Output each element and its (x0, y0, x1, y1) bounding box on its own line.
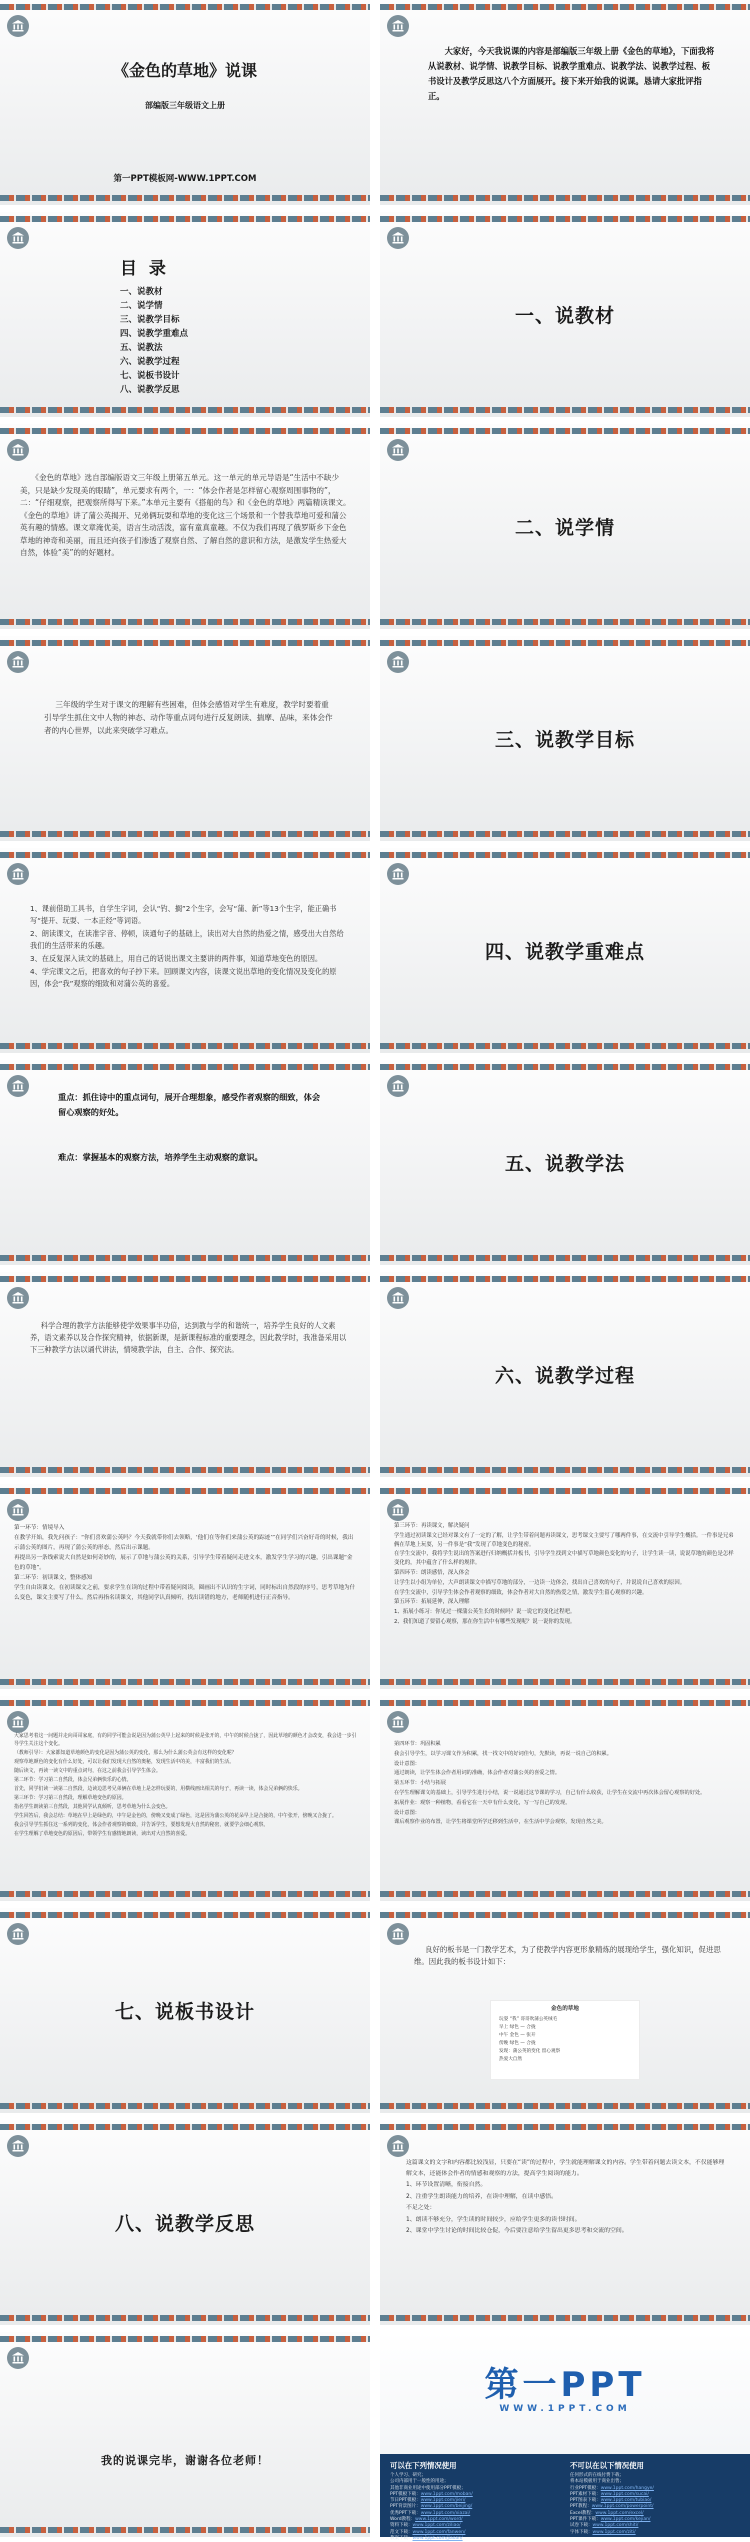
board-line: 傍晚 绿色 — 合拢 (499, 2041, 536, 2046)
objective-item: 3、在反复深入读文的基础上，用自己的话说出课文主要讲的两件事，知道草地变色的原因。 (30, 954, 323, 963)
bank-building-icon (7, 651, 29, 673)
usage-heading: 可以在下列情况使用 (390, 2461, 457, 2470)
reflection-line: 1、环节设置清晰，衔接自然。 (406, 2182, 487, 2188)
reflection-text (406, 2158, 730, 2238)
usage-panel (380, 2454, 750, 2541)
usage-line: 将本站模板用于商业出售； (570, 2479, 624, 2485)
closing-message: 我的说课完毕，谢谢各位老师！ (101, 2453, 269, 2467)
slide-23 (0, 2332, 370, 2537)
board-line: 热爱大自然 (499, 2057, 522, 2062)
toc-heading: 目 录 (120, 259, 169, 279)
process-line: 设计意图： (394, 1760, 420, 1767)
resource-label: PPT课件下载： (570, 2517, 601, 2523)
process-part-3 (14, 1732, 358, 1839)
slide-19 (0, 1908, 370, 2113)
slide-9 (0, 848, 370, 1053)
resource-link[interactable]: www.1ppt.com/hangye/ (600, 2485, 654, 2491)
usage-line: 个人学习、研究； (390, 2473, 426, 2478)
resource-link[interactable]: www.1ppt.com/fanwen/ (412, 2529, 466, 2535)
resource-link[interactable]: www.1ppt.com/ziliao/ (412, 2523, 461, 2529)
top-stripe (0, 2336, 370, 2342)
slide-8 (380, 636, 750, 841)
toc-item[interactable]: 八、说教学反思 (120, 385, 180, 395)
bank-building-icon (7, 439, 29, 461)
slide-14 (380, 1272, 750, 1477)
board-line: 中午 金色 — 张开 (499, 2033, 536, 2038)
process-line: 第五环节：小结与拓展 (394, 1780, 446, 1787)
toc-item[interactable]: 五、说教法 (120, 343, 163, 353)
bottom-stripe (380, 1891, 750, 1897)
process-part-2 (394, 1522, 738, 1628)
bottom-stripe (0, 1255, 370, 1261)
resource-label: PPT背景图片： (390, 2504, 421, 2510)
bank-building-icon (387, 1923, 409, 1945)
brand-url[interactable]: WWW.1PPT.COM (499, 2404, 631, 2414)
bottom-stripe (380, 2315, 750, 2321)
toc-item[interactable]: 一、说教材 (120, 287, 163, 297)
slide-7 (0, 636, 370, 841)
objective-item: 2、朗读课文，在读准字音、停顿，读通句子的基础上，读出对大自然的热爱之情，感受出大自然给我们的生活带来的乐趣。 (30, 929, 344, 950)
slide-24 (380, 2332, 750, 2541)
brand-logo[interactable]: 第一PPT (484, 2365, 646, 2405)
process-line: 第二环节：初读课文，整体感知 (14, 1575, 93, 1582)
process-line: 拓展作业：观察一种植物，看看它在一天中有什么变化，写一写自己的发现。 (394, 1799, 571, 1806)
slide-17 (0, 1696, 370, 1901)
resource-link[interactable]: www.1ppt.com/shiti/ (592, 2523, 639, 2529)
resource-label: Excel教程： (570, 2510, 596, 2516)
resource-label: PPT图表下载： (570, 2498, 601, 2504)
objective-item: 4、学完课文之后，把喜欢的句子抄下来。回顾课文内容，读课文说出草地的变化情况及变化的原因，体会“我”观察的细致和对蒲公英的喜爱。 (30, 967, 337, 988)
board-line: 玩耍 “我” 哥哥吹蒲公英绒毛 (499, 2017, 558, 2022)
process-line: 在学生交流中，我将学生说出的答案进行归纳概括并板书，引导学生找到文中描写草地颜色变化的句子，让学生读一读，说说草地的颜色是怎样变化的，其中蕴含了什么样的规律。 (394, 1551, 734, 1567)
bottom-stripe (0, 619, 370, 625)
resource-link[interactable]: www.1ppt.com/jiaoan/ (412, 2535, 463, 2541)
bank-building-icon (7, 863, 29, 885)
bottom-stripe (380, 1679, 750, 1685)
slide-1 (0, 0, 370, 205)
bank-building-icon (7, 227, 29, 249)
bank-building-icon (7, 1499, 29, 1521)
board-design-diagram (490, 2000, 640, 2080)
slide-title: 《金色的草地》说课 (112, 61, 257, 80)
bottom-stripe (0, 195, 370, 201)
bank-building-icon (7, 1075, 29, 1097)
board-title: 金色的草地 (551, 2006, 579, 2012)
resource-link[interactable]: www.1ppt.com/beijing/ (420, 2504, 473, 2510)
bank-building-icon (7, 2347, 29, 2369)
slide-2 (380, 0, 750, 205)
top-stripe (380, 4, 750, 10)
top-stripe (380, 1700, 750, 1706)
process-line: 在学生交流中，引导学生体会作者观察的细致，体会作者对大自然的热爱之情，激发学生留心观察的兴趣。 (394, 1589, 648, 1596)
bottom-stripe (0, 407, 370, 413)
resource-label: PPT教程： (570, 2504, 592, 2510)
objective-item: 1、课前借助工具书，自学生字词，会认“钓、搁”2个生字，会写“蒲、新”等13个生字，能正确书写“提开、玩耍、一本正经”等词语。 (30, 904, 337, 925)
process-part-4 (394, 1740, 738, 1828)
bottom-stripe (0, 1891, 370, 1897)
slide-22 (380, 2120, 750, 2325)
toc-item[interactable]: 六、说教学过程 (120, 357, 180, 367)
process-line: 课后观察作业的布置，让学生将课堂所学迁移到生活中，在生活中学会观察，发现自然之美。 (394, 1819, 607, 1826)
bank-building-icon (7, 1711, 29, 1733)
top-stripe (0, 1700, 370, 1706)
top-stripe (0, 1064, 370, 1070)
process-line: 第四环节：朗读感悟，深入体会 (394, 1569, 470, 1576)
reflection-line: 2、注重学生朗读能力的培养，在读中理解，在读中感悟。 (406, 2193, 558, 2200)
reflection-line: 不足之处： (406, 2205, 436, 2211)
resource-label: PPT素材下载： (570, 2491, 601, 2497)
resource-link[interactable]: www.1ppt.com/jieri/ (420, 2498, 466, 2504)
resource-label: 行业PPT模板： (570, 2485, 601, 2491)
board-design-intro: 良好的板书是一门教学艺术，为了使教学内容更形象精炼的展现给学生，强化知识，促进思维。因此我的板书设计如下： (414, 1945, 721, 1966)
top-stripe (380, 1488, 750, 1494)
process-line: 指名学生朗读第三自然段，其他同学认真倾听，思考草地为什么会变色。 (14, 1804, 171, 1810)
process-line: 第四环节：巩固积累 (394, 1741, 441, 1747)
section-title: 二、说学情 (514, 517, 615, 539)
usage-line: 任何形式的在线付费下载； (570, 2473, 624, 2478)
process-line: 设计意图： (394, 1809, 420, 1816)
resource-link[interactable]: www.1ppt.com/excel/ (595, 2510, 644, 2516)
bottom-stripe (0, 1043, 370, 1049)
resource-link-row (570, 2530, 745, 2536)
top-stripe (0, 1276, 370, 1282)
section-title: 七、说板书设计 (114, 2001, 255, 2023)
top-stripe (0, 428, 370, 434)
process-line: 在教学开始，我先问孩子：“你们喜欢蒲公英吗？今天我就带你们去领略，‘他们在等你们来蒲公英的踪迹’”在同学们兴奋好奇的时候，我出示蒲公英的图片，再现了蒲公英的形态，然后出示课题。 (14, 1535, 354, 1551)
process-line: 再提出另一条线索说大自然是如何奇妙的，展示了草地与蒲公英的关系，引导学生带着疑问走进文本，激发学生学习的兴趣，引出课题“金色的草地”。 (14, 1555, 353, 1571)
top-stripe (0, 216, 370, 222)
resource-label: PPT模板下载： (390, 2491, 421, 2497)
process-line: 大家思考着这一问题并走向哥哥家庭，有的同学可能会说是因为蒲公英早上起来的时候是张开的，中午的时候合拢了，因此草地的颜色才会改变，我会进一步引导学生关注这个变化。 (14, 1733, 357, 1747)
bank-building-icon (387, 15, 409, 37)
resource-link[interactable]: www.1ppt.com/word/ (415, 2517, 463, 2523)
bottom-stripe (0, 1679, 370, 1685)
slide-20 (380, 1908, 750, 2113)
board-line: 发现：蒲公英的变化 留心观察 (499, 2049, 561, 2054)
objectives-list (30, 903, 348, 991)
slide-6 (380, 424, 750, 629)
resource-label: 优秀PPT下载： (390, 2510, 421, 2516)
process-line: （教师引导）：大家都知道草地颜色的变化是因为蒲公英的变化，那么为什么蒲公英会有这样的变化呢？ (14, 1750, 237, 1756)
process-line: 我会引导学生，以学习课文作为积累，找一找文中的好词佳句，先默读，再说一说自己的积累。 (394, 1750, 612, 1757)
section-title: 三、说教学目标 (494, 729, 635, 751)
section-title: 八、说教学反思 (114, 2213, 255, 2235)
resource-label: 教案下载： (390, 2535, 413, 2541)
process-line: 第三环节：学习第三自然段，理解草地变色的原因。 (14, 1795, 127, 1801)
process-line: 第五环节：拓展延伸，深入理解 (394, 1599, 470, 1606)
bank-building-icon (7, 1287, 29, 1309)
toc-item[interactable]: 二、说学情 (120, 301, 163, 311)
process-line: 让学生以小组为单位，大声朗读课文中描写草地的部分，一边读一边体会，找出自己喜欢的句子，并说说自己喜欢的原因。 (394, 1579, 686, 1586)
bank-building-icon (387, 1499, 409, 1521)
section-title: 六、说教学过程 (494, 1365, 635, 1387)
process-line: 随后读文，再读一读文中的重点词句，在这之前我会引导学生体会。 (14, 1768, 161, 1774)
process-line: 首先，同学们读一读第二自然段，边读边思考兄弟俩在草地上是怎样玩耍的，用横线画出相关的句子，再读一读，体会兄弟俩的快乐。 (14, 1786, 303, 1792)
board-line: 早上 绿色 — 合拢 (499, 2025, 536, 2030)
bottom-stripe (0, 831, 370, 837)
bank-building-icon (387, 2135, 409, 2157)
usage-forbidden-column (570, 2460, 745, 2536)
resource-link-row (390, 2536, 565, 2542)
top-stripe (0, 4, 370, 10)
slide-16 (380, 1484, 750, 1689)
slide-18 (380, 1696, 750, 1901)
resource-label: 范文下载： (390, 2529, 413, 2535)
section-title: 一、说教材 (514, 305, 615, 327)
brand-text: 第一PPT模板网-WWW.1PPT.COM (113, 174, 257, 184)
resource-link[interactable]: www.1ppt.com/xiazai/ (420, 2510, 471, 2516)
resource-link[interactable]: www.1ppt.com/tubiao/ (600, 2498, 652, 2504)
slide-11 (0, 1060, 370, 1265)
bottom-stripe (0, 1467, 370, 1473)
resource-link[interactable]: www.1ppt.com/kejian/ (600, 2517, 651, 2523)
slide-10 (380, 848, 750, 1053)
resource-link[interactable]: www.1ppt.com/moban/ (420, 2491, 473, 2497)
section-title: 五、说教学法 (504, 1153, 625, 1175)
reflection-line: 2、课堂中学生讨论的时间比较仓促，今后要注意给学生留出更多思考和交流的空间。 (406, 2228, 628, 2234)
difficulty-text: 难点：掌握基本的观察方法，培养学生主动观察的意识。 (58, 1152, 263, 1162)
resource-label: 资料下载： (390, 2523, 413, 2529)
process-line: 1、拓展小练习：你见过一棵蒲公英生长的时候吗？说一说它的变化过程吧。 (394, 1609, 576, 1616)
learner-analysis-paragraph: 三年级的学生对于课文的理解有些困难，但体会感悟对学生有难度，教学时要着重引导学生抓住文中人物的神态、动作等重点词句进行反复朗读、揣摩、品味，来体会作者的内心世界，以此来突破学习难点。 (44, 700, 333, 735)
resource-label: Word教程： (390, 2517, 416, 2523)
toc-item[interactable]: 三、说教学目标 (120, 315, 180, 325)
process-line: 学生自由读课文，在初读课文之前，要求学生在读的过程中带着疑问阅读，圈画出不认识的生字词，同时标出自然段的序号，思考草地为什么变色，课文主要写了什么。然后再指名读课文，其他同学认真倾听，找出读错的地方，老师随机进行正音指导。 (14, 1585, 356, 1601)
process-line: 2、我们知道了要留心观察，那在你生活中有哪些发现呢？说一说你的发现。 (394, 1618, 576, 1625)
slide-13 (0, 1272, 370, 1477)
process-line: 我会引导学生抓住这一系列的变化，体会作者观察的细致，并告诉学生，要想发现大自然的秘密，就要学会细心观察。 (14, 1822, 269, 1828)
process-part-1 (14, 1524, 358, 1604)
process-line: 学生回答后，我会总结：草地在早上是绿色的，中午是金色的，傍晚又变成了绿色，这是因为蒲公英的花朵早上是合拢的，中午张开，傍晚又合拢了。 (14, 1813, 337, 1819)
process-line: 在学生理解了草地变色的原因后，带领学生有感情地朗读，读出对大自然的喜爱。 (14, 1831, 191, 1837)
reflection-line: 1、朗读不够充分，学生读的时间较少，应给学生更多的读书时间。 (406, 2216, 581, 2223)
reflection-line: 这篇课文的文字和内容都比较浅显，只要在“读”的过程中，学生就能理解课文的内容。学生带着问题去读文本，不仅能够理解文本，还能体会作者的情感和观察的方法，提高学生阅读的能力。 (406, 2160, 725, 2177)
usage-line: 公司内部用于一般性的用途； (390, 2479, 449, 2485)
resource-link[interactable]: www.1ppt.com/sucai/ (600, 2491, 649, 2497)
process-line: 学生通过初读课文已经对课文有了一定的了解，让学生带着问题再读课文，思考课文主要写了哪两件事，在交流中引导学生概括。一件事是兄弟俩在草地上玩耍，另一件事是“我”发现了草地变色的秘密。 (394, 1532, 734, 1548)
resource-label: 字体下载： (570, 2529, 593, 2535)
resource-label: 试卷下载： (570, 2523, 593, 2529)
toc-item[interactable]: 四、说教学重难点 (120, 329, 189, 339)
section-title: 四、说教学重难点 (484, 941, 645, 963)
textbook-paragraph: 《金色的草地》选自部编版语文三年级上册第五单元。这一单元的单元导语是“生活中不缺少美，只是缺少发现美的眼睛”，单元要求有两个，一：“体会作者是怎样留心观察周围事物的”，二：“仔细观察，把观察所得写下来。”本单元主要有《搭船的鸟》和《金色的草地》两篇精读课文。《金色的草地》讲了蒲公英揭开、兄弟俩玩耍和草地的变化这三个场景和一个替我草地可爱和蒲公英有趣的情感。课文章淹优美，语言生动活泼，富有童真童趣。不仅为我们再现了俄罗斯乡下金色草地的神奇和美丽，而且还向孩子们渗透了观察自然、了解自然的意识和方法，是激发学生热爱大自然，体验“美”的的好题材。 (20, 473, 351, 557)
bank-building-icon (387, 1711, 409, 1733)
usage-heading: 不可以在以下情况使用 (570, 2461, 644, 2470)
resource-link[interactable]: www.1ppt.com/powerpoint/ (591, 2504, 654, 2510)
toc-item[interactable]: 七、说板书设计 (120, 371, 180, 381)
process-line: 在学生理解课文的基础上，引导学生进行小结，说一说通过这节课的学习，自己有什么收获，让学生在交流中再次体会留心观察的好处。 (394, 1789, 706, 1796)
slide-21 (0, 2120, 370, 2325)
bottom-stripe (380, 195, 750, 201)
teaching-method-paragraph: 科学合理的教学方法能够使学效果事半功倍，达到教与学的和谐统一，培养学生良好的人文素养，语文素养以及合作探究精神，依据新课，是新课程标准的重要理念，因此教学时，我准备采用以下三种教学方法以诵代讲法，情境教学法，自主、合作、探究法。 (30, 1321, 347, 1354)
table-of-contents (120, 254, 188, 397)
slide-15 (0, 1484, 370, 1689)
intro-paragraph: 大家好，今天我说课的内容是部编版三年级上册《金色的草地》，下面我将从说教材、说学情、说教学目标、说教学重难点、说教学法、说教学过程、板书设计及教学反思这八个方面展开。接下来开始我的说课。恳请大家批评指正。 (428, 46, 715, 101)
slide-4 (380, 212, 750, 417)
process-line: 第一环节：情境导入 (14, 1525, 65, 1531)
slide-12 (380, 1060, 750, 1265)
slide-3 (0, 212, 370, 417)
top-stripe (380, 1912, 750, 1918)
top-stripe (0, 1488, 370, 1494)
process-line: 第二环节：学习第二自然段，体会兄弟俩快乐的心情。 (14, 1777, 132, 1783)
process-line: 通过朗读，让学生体会作者用词的准确，体会作者对蒲公英的喜爱之情。 (394, 1770, 561, 1777)
top-stripe (380, 2124, 750, 2130)
toc-list (120, 285, 188, 397)
bottom-stripe (380, 2103, 750, 2109)
slide-subtitle: 部编版三年级语文上册 (145, 101, 225, 110)
slide-5 (0, 424, 370, 629)
usage-line: 其他非商业用途中使用部分PPT模板； (390, 2485, 466, 2491)
bank-building-icon (7, 15, 29, 37)
resource-label: 节日PPT模板： (390, 2498, 421, 2504)
resource-link[interactable]: www.1ppt.com/ziti/ (592, 2529, 636, 2535)
top-stripe (0, 640, 370, 646)
process-line: 第三环节：再读课文，解决疑问 (394, 1523, 470, 1529)
brand-header (380, 2332, 750, 2454)
process-line: 观察草地颜色的变化有什么好处，可以让我们发现大自然的奥秘，发现生活中的美，丰富我们的生活。 (14, 1759, 235, 1765)
top-stripe (0, 852, 370, 858)
usage-allowed-column (390, 2460, 565, 2542)
focus-text: 重点：抓住诗中的重点词句，展开合理想象，感受作者观察的细致，体会留心观察的好处。 (58, 1092, 321, 1117)
